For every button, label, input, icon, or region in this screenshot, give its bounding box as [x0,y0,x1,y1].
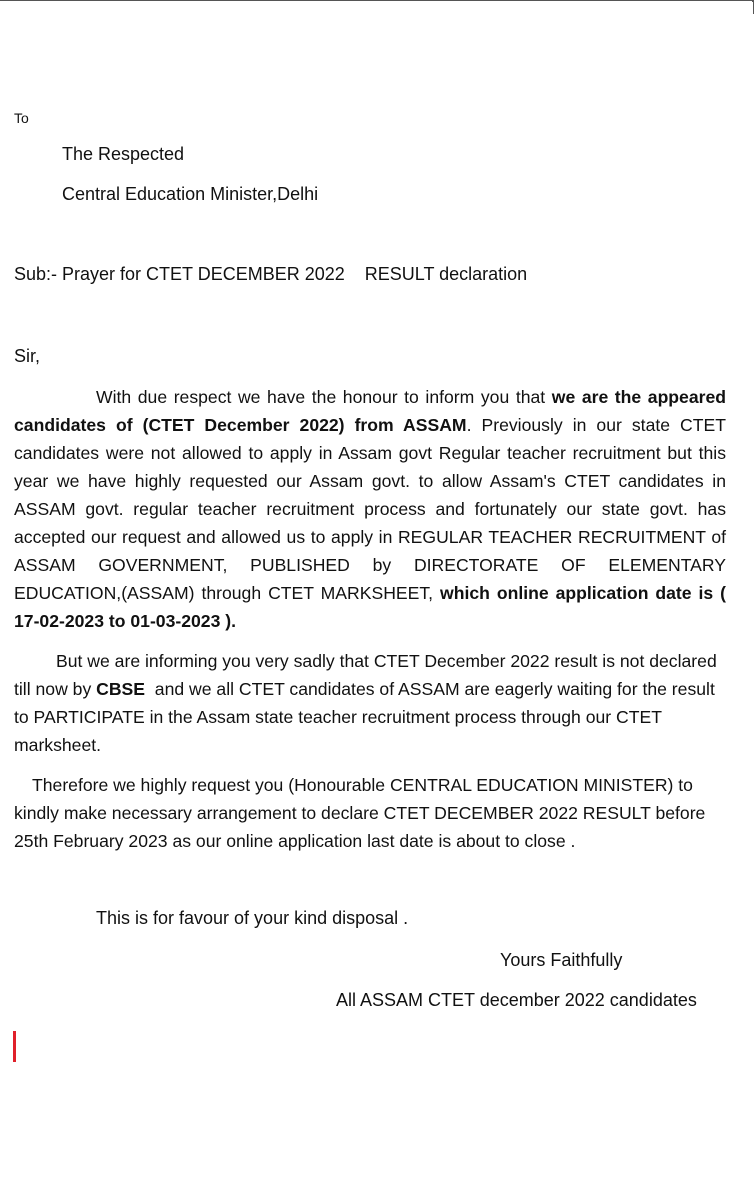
recipient-title: The Respected [62,144,185,164]
subject-line: Sub:- Prayer for CTET DECEMBER 2022 RESULT declaration [14,264,528,284]
text-cursor [13,1031,16,1062]
para2-bold-cbse: CBSE [96,679,146,699]
yours-faithfully: Yours Faithfully [500,950,623,970]
body-paragraph-2 [14,647,726,759]
para1-bold-2: which online application date is ( 17-02-2023 to 01-03-2023 ). [14,583,727,631]
para1-bold-1: we are the appeared candidates of (CTET December 2022) from ASSAM [14,387,727,435]
para2-text-1: But we are informing you very sadly that CTET December 2022 result is not declared till now by [14,651,717,699]
signature-line: All ASSAM CTET december 2022 candidates [336,990,697,1010]
recipient-address: Central Education Minister,Delhi [62,184,319,204]
para1-text-1: With due respect we have the honour to inform you that [96,387,552,407]
page-top-border [0,0,753,2]
salutation: Sir, [14,346,41,366]
body-paragraph-3: Therefore we highly request you (Honourable CENTRAL EDUCATION MINISTER) to kindly make necessary arrangement to declare CTET DECEMBER 2022 RESULT before 25th February 2023 as our online application last date is about to close . [14,775,706,851]
para1-text-2: . Previously in our state CTET candidates were not allowed to apply in Assam govt Regular teacher recruitment but this year we have highly requested our Assam govt. to allow Assam's CTET candidates in ASSAM govt. regular teacher recruitment process and fortunately our state govt. has accepted our request and allowed us to apply in REGULAR TEACHER RECRUITMENT of ASSAM GOVERNMENT, PUBLISHED by DIRECTORATE OF ELEMENTARY EDUCATION,(ASSAM) through CTET MARKSHEET, [14,415,726,603]
para2-text-2: and we all CTET candidates of ASSAM are eagerly waiting for the result to PARTICIPATE in the Assam state teacher recruitment process through our CTET marksheet. [14,679,720,755]
closing-line: This is for favour of your kind disposal . [96,908,409,928]
to-line: To [14,110,29,126]
body-paragraph-1 [14,383,726,635]
